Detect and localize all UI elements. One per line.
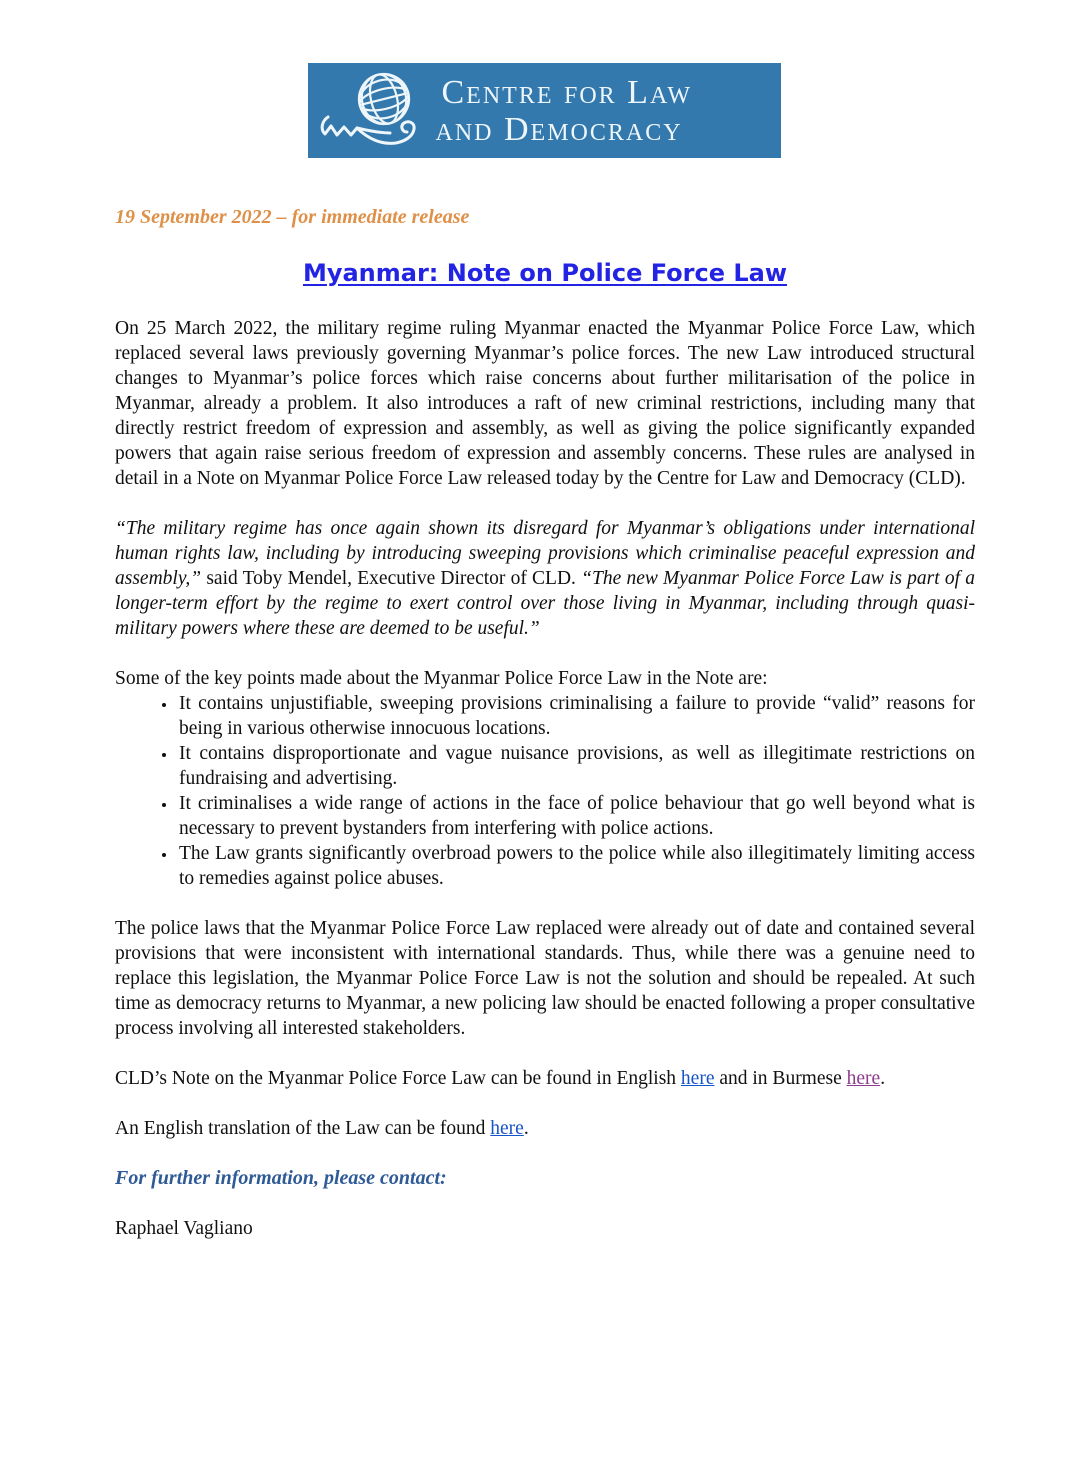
note-links-text: CLD’s Note on the Myanmar Police Force Law can be found in English	[115, 1068, 681, 1089]
page-title: Myanmar: Note on Police Force Law	[302, 259, 788, 287]
logo-wordmark	[435, 73, 693, 148]
paragraph-intro: On 25 March 2022, the military regime ruling Myanmar enacted the Myanmar Police Force Law, which replaced several laws previously governing Myanmar’s police forces. The new Law introduced structural changes to Myanmar’s police forces which raise concerns about further militarisation of the police in Myanmar, already a problem. It also introduces a raft of new criminal restrictions, including many that directly restrict freedom of expression and assembly, as well as giving the police significantly expanded powers that again raise serious freedom of expression and assembly concerns. These rules are analysed in detail in a Note on Myanmar Police Force Law released today by the Centre for Law and Democracy (CLD).	[115, 318, 975, 489]
burmese-note-link[interactable]: here	[846, 1068, 881, 1089]
list-item: • The Law grants significantly overbroad powers to the police while also illegitimately limiting access to remedies against police abuses.	[177, 841, 975, 891]
translation-text: An English translation of the Law can be found	[115, 1118, 491, 1139]
law-translation-link[interactable]: here	[490, 1118, 524, 1139]
logo-banner	[308, 63, 781, 158]
english-note-link[interactable]: here	[680, 1068, 715, 1089]
logo-line1: Centre for Law	[441, 73, 693, 111]
hand-holding-globe-icon	[318, 67, 438, 158]
list-item: • It contains unjustifiable, sweeping provisions criminalising a failure to provide “valid” reasons for being in various otherwise innocuous locations.	[177, 691, 975, 741]
paragraph-note-links	[115, 1066, 975, 1091]
quote-part-1: “The military regime has once again shown its disregard for Myanmar’s obligations under international human rights law, including by introducing sweeping provisions which criminalise peaceful expression and assembly,”	[115, 518, 975, 589]
key-points-list	[115, 691, 975, 891]
key-points-intro: Some of the key points made about the Myanmar Police Force Law in the Note are:	[115, 668, 768, 689]
translation-text: .	[523, 1118, 529, 1139]
paragraph-conclusion: The police laws that the Myanmar Police Force Law replaced were already out of date and contained several provisions that were inconsistent with international standards. Thus, while there was a genuine need to replace this legislation, the Myanmar Police Force Law is not the solution and should be repealed. At such time as democracy returns to Myanmar, a new policing law should be enacted following a proper consultative process involving all interested stakeholders.	[115, 918, 975, 1039]
document-body	[0, 205, 1088, 1241]
note-links-text: and in Burmese	[714, 1068, 847, 1089]
contact-name: Raphael Vagliano	[115, 1218, 253, 1239]
logo-line2: and Democracy	[435, 110, 683, 148]
contact-heading: For further information, please contact:	[115, 1167, 447, 1189]
quote-part-2: “The new Myanmar Police Force Law is part of a longer-term effort by the regime to exert control over those living in Myanmar, including through quasi-military powers where these are deemed to be useful.”	[115, 568, 975, 639]
note-links-text: .	[880, 1068, 886, 1089]
list-item: • It criminalises a wide range of actions in the face of police behaviour that go well beyond what is necessary to prevent bystanders from interfering with police actions.	[177, 791, 975, 841]
paragraph-quote	[115, 516, 975, 641]
paragraph-translation-link	[115, 1116, 975, 1141]
title-row	[115, 258, 975, 288]
release-date-line: 19 September 2022 – for immediate release	[115, 206, 470, 228]
list-item: • It contains disproportionate and vague nuisance provisions, as well as illegitimate restrictions on fundraising and advertising.	[177, 741, 975, 791]
quote-attribution: said Toby Mendel, Executive Director of CLD.	[201, 568, 582, 589]
